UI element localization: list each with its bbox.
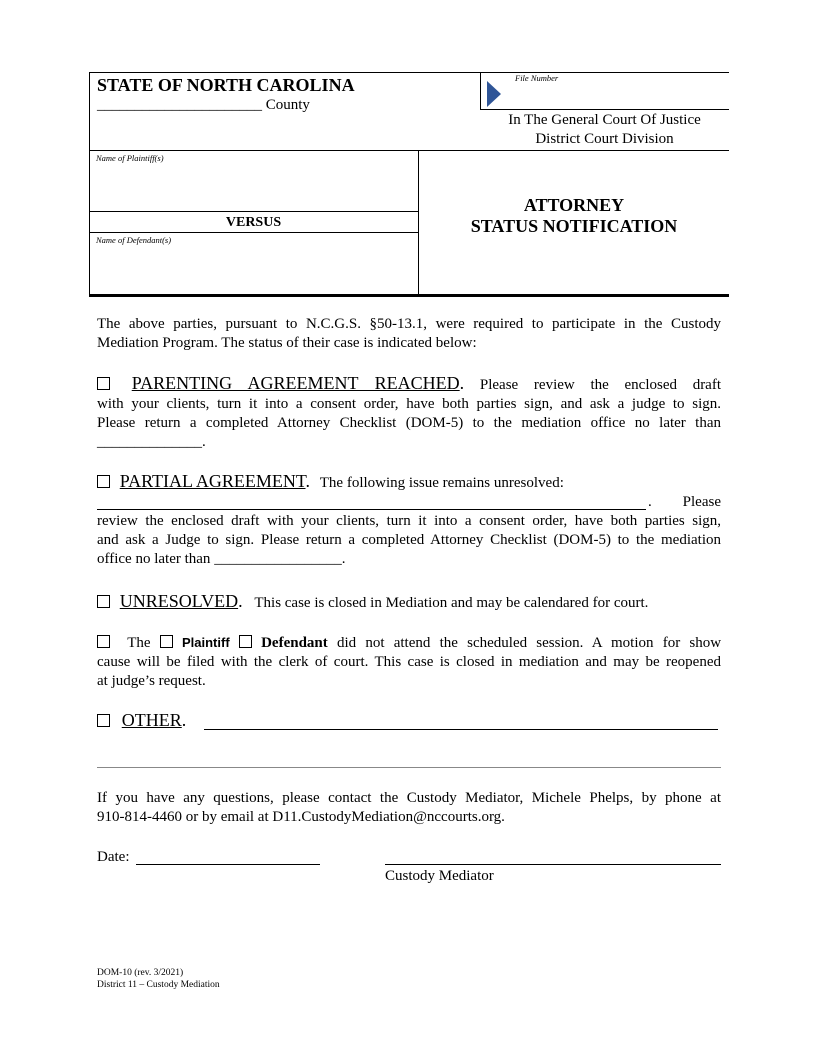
partial-checkbox[interactable] <box>97 475 110 488</box>
form-title <box>419 195 729 237</box>
parenting-option <box>97 374 721 452</box>
unresolved-checkbox[interactable] <box>97 595 110 608</box>
noshow-option <box>97 633 721 691</box>
other-option: OTHER. <box>97 711 721 732</box>
defendant-label: Name of Defendant(s) <box>96 235 172 245</box>
unresolved-option: UNRESOLVED. This case is closed in Mediation and may be calendared for court. <box>97 592 721 613</box>
partial-line-2: . Please <box>97 493 721 512</box>
intro-paragraph: The above parties, pursuant to N.C.G.S. §50-13.1, were required to participate in the Custody Mediation Program. The status of their case is indicated below: <box>97 316 721 351</box>
other-input-line-2[interactable] <box>97 767 721 768</box>
contact-line-2: 910-814-4460 or by email at D11.CustodyMediation@nccourts.org. <box>97 809 505 825</box>
other-checkbox[interactable] <box>97 714 110 727</box>
noshow-checkbox[interactable] <box>97 635 110 648</box>
partial-date-blank[interactable]: _________________. <box>214 551 346 567</box>
date-label: Date: <box>97 849 130 865</box>
district-label: District 11 – Custody Mediation <box>97 980 220 990</box>
defendant-field[interactable] <box>92 248 414 292</box>
other-heading: OTHER <box>121 710 182 730</box>
unresolved-text: This case is closed in Mediation and may be calendared for court. <box>254 595 649 611</box>
county-blank[interactable]: ______________________ <box>97 97 262 113</box>
plaintiff-field[interactable] <box>92 166 414 210</box>
noshow-text-1: did not attend the scheduled session. A motion for show <box>336 635 722 651</box>
plaintiff-checkbox[interactable] <box>160 635 173 648</box>
partial-heading: PARTIAL AGREEMENT <box>119 471 306 491</box>
header-top-rule <box>89 72 729 73</box>
county-line <box>97 97 310 114</box>
partial-line-5 <box>97 550 721 569</box>
form-id: DOM-10 (rev. 3/2021) <box>97 968 184 978</box>
file-number-label: File Number <box>515 73 559 83</box>
parenting-line-1: PARENTING AGREEMENT REACHED. Please review the enclosed draft <box>97 374 721 395</box>
form-title-line-2: STATUS NOTIFICATION <box>470 216 678 236</box>
partial-line-3: review the enclosed draft with your clients, turn it into a consent order, have both parties sign, <box>97 513 721 529</box>
unresolved-issue-blank[interactable] <box>97 495 646 510</box>
header-bottom-rule <box>89 294 729 297</box>
other-input-line-1[interactable] <box>204 729 718 730</box>
mediator-signature-line[interactable] <box>385 864 721 865</box>
noshow-line-2: cause will be filed with the clerk of court. This case is closed in mediation and may be reopened <box>97 654 721 670</box>
noshow-the: The <box>127 635 151 651</box>
versus-label: VERSUS <box>225 215 282 230</box>
partial-line-1: PARTIAL AGREEMENT. The following issue remains unresolved: <box>97 472 721 493</box>
versus-top-rule <box>89 211 418 212</box>
noshow-line-3: at judge’s request. <box>97 673 206 689</box>
file-number-left-rule <box>480 72 481 110</box>
header-left-rule <box>89 72 90 296</box>
parenting-heading: PARENTING AGREEMENT REACHED <box>131 373 460 393</box>
parenting-date-blank[interactable]: ______________. <box>97 434 206 450</box>
parenting-checkbox[interactable] <box>97 377 110 390</box>
contact-line-1: If you have any questions, please contact the Custody Mediator, Michele Phelps, by phone at <box>97 790 721 806</box>
state-title: STATE OF NORTH CAROLINA <box>97 75 355 95</box>
partial-line-4: and ask a Judge to sign. Please return a completed Attorney Checklist (DOM-5) to the mediation <box>97 532 721 548</box>
partial-text-1: The following issue remains unresolved: <box>319 475 564 491</box>
contact-paragraph <box>97 789 721 827</box>
parenting-line-2: with your clients, turn it into a consent order, have both parties sign, and ask a judge to sign. <box>97 396 721 412</box>
partial-option <box>97 472 721 569</box>
court-line-1: In The General Court Of Justice <box>508 112 701 128</box>
parenting-text-1: Please review the enclosed draft <box>479 377 722 393</box>
mediator-label: Custody Mediator <box>385 868 494 884</box>
defendant-label-option: Defendant <box>261 635 328 651</box>
versus-bottom-rule <box>89 232 418 233</box>
noshow-line-1 <box>97 633 721 653</box>
parenting-line-3: Please return a completed Attorney Checklist (DOM-5) to the mediation office no later than <box>97 415 721 431</box>
form-footer <box>97 967 220 991</box>
court-line-2: District Court Division <box>535 131 674 147</box>
plaintiff-label: Name of Plaintiff(s) <box>96 153 164 163</box>
parties-top-rule <box>89 150 729 151</box>
partial-please: Please <box>682 494 721 510</box>
file-number-arrow-icon <box>487 81 501 112</box>
unresolved-heading: UNRESOLVED <box>119 591 239 611</box>
file-number-input[interactable] <box>505 84 725 106</box>
form-title-line-1: ATTORNEY <box>523 195 625 215</box>
partial-text-4: office no later than <box>97 551 211 567</box>
county-label: County <box>265 97 310 113</box>
file-number-bottom-rule <box>480 109 729 110</box>
defendant-checkbox[interactable] <box>239 635 252 648</box>
date-input-line[interactable] <box>136 864 320 865</box>
plaintiff-label-option: Plaintiff <box>181 635 230 650</box>
court-name <box>480 111 729 149</box>
